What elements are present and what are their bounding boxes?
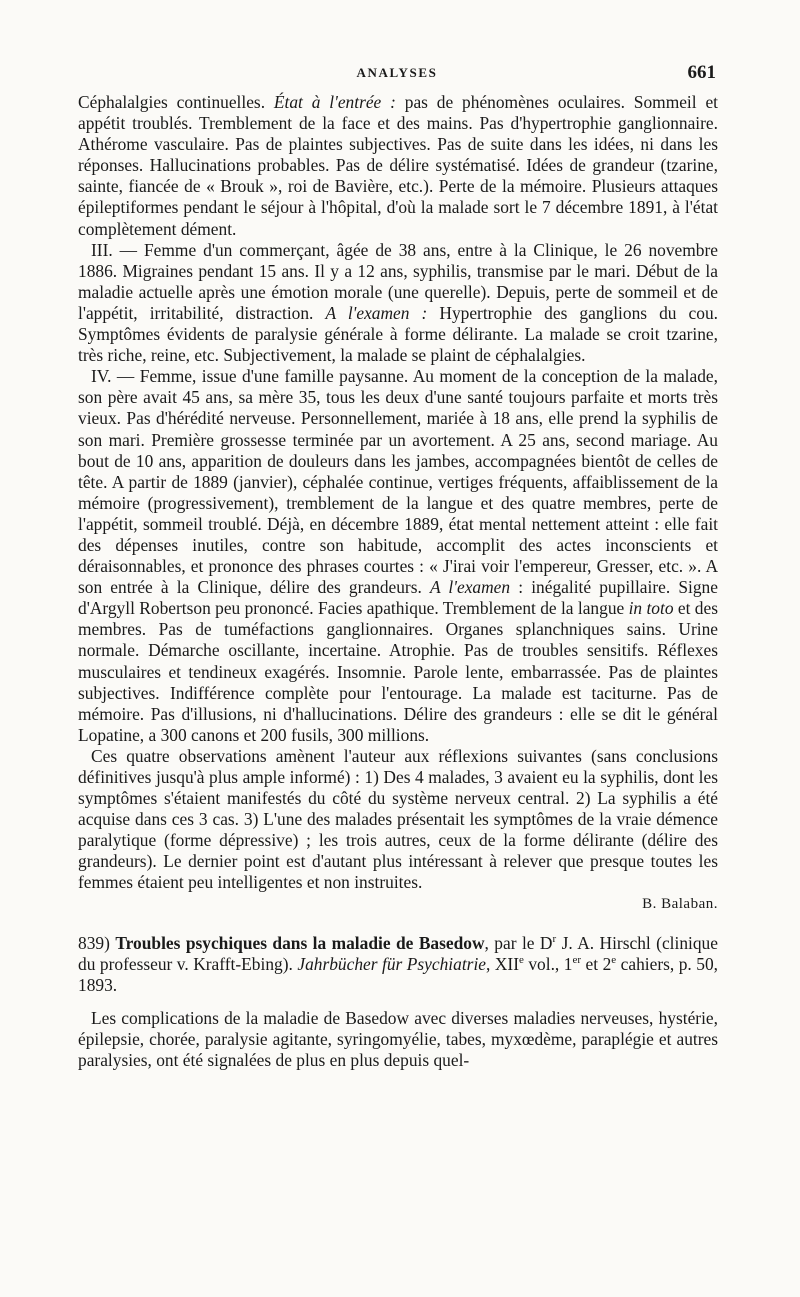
author-signature: B. Balaban.: [642, 895, 718, 912]
page-number: 661: [687, 62, 716, 83]
text-run: Céphalalgies continuelles.: [78, 92, 274, 112]
section-gap: [78, 915, 718, 933]
article-number: 839): [78, 932, 116, 953]
text-run: vol., 1: [523, 953, 573, 974]
italic-text: in toto: [628, 598, 674, 619]
text-run: et des membres. Pas de tuméfactions ganglionnaires. Organes splanchniques sains. Urine normale. Démarche oscillante, incertaine. Atrophie. Pas de troubles sensitifs. Réflexes musculaires et tendineux exagérés. Insomnie. Parole lente, embarrassée. Pas de plaintes subjectives. Indifférence complète pour l'entourage. La malade est taciturne. Pas de mémoire. Pas d'illusions, ni d'hallucinations. Délire des grandeurs : elle se dit le général Lopatine, a 300 canons et 200 fusils, 300 millions.: [78, 598, 718, 745]
superscript: er: [572, 953, 582, 966]
superscript: e: [611, 953, 617, 966]
italic-text: État à l'entrée :: [273, 92, 396, 112]
body-text: [78, 92, 718, 1071]
text-run: (clinique du professeur v. Krafft-Ebing).: [78, 932, 718, 974]
text-run: et 2: [581, 953, 612, 974]
article-heading: [78, 933, 718, 996]
italic-text: A l'examen: [429, 577, 511, 598]
text-run: III. — Femme d'un commerçant, âgée de 38 ans, entre à la Clinique, le 26 novembre 1886. Migraines pendant 15 ans. Il y a 12 ans, syphilis, transmise par le mari. Début de la maladie actuelle après une émotion morale (une querelle). Depuis, perte de sommeil et de l'appétit, irritabilité, distraction.: [78, 239, 718, 323]
paragraph-case-summary: [78, 92, 718, 240]
running-head: [78, 62, 716, 84]
text-run: IV. — Femme, issue d'une famille paysanne. Au moment de la conception de la malade, son père avait 45 ans, sa mère 35, tous les deux d'une santé toujours parfaite et morts très vieux. Pas d'hérédité nerveuse. Personnellement, mariée à 18 ans, elle prend la syphilis de son mari. Première grossesse terminée par un avortement. A 25 ans, second mariage. Au bout de 10 ans, apparition de douleurs dans les jambes, accompagnées bientôt de celles de tête. A partir de 1889 (janvier), céphalée continue, vertiges fréquents, affaiblissement de la mémoire (progressivement), tremblement de la langue et des quatre membres, perte de l'appétit, sommeil troublé. Déjà, en décembre 1889, état mental nettement atteint : elle fait des dépenses inutiles, contre son habitude, accomplit des actes inconscients et déraisonnables, et prononce des phrases courtes : « J'irai voir l'empereur, Gresser, etc. ». A son entrée à la Clinique, délire des grandeurs.: [78, 366, 718, 598]
journal-name: Jahrbücher für Psychiatrie: [297, 953, 486, 974]
text-run: , XII: [486, 953, 519, 974]
article-title: Troubles psychiques dans la maladie de Basedow: [115, 932, 485, 953]
paragraph-case-4: [78, 366, 718, 746]
text-run: : inégalité pupillaire. Signe d'Argyll Robertson peu prononcé. Facies apathique. Tremblement de la langue: [78, 577, 718, 619]
text-run: cahiers, p. 50, 1893.: [78, 953, 718, 995]
italic-text: A l'examen :: [325, 302, 428, 323]
paragraph-conclusions: Ces quatre observations amènent l'auteur aux réflexions suivantes (sans conclusions définitives jusqu'à plus ample informé) : 1) Des 4 malades, 3 avaient eu la syphilis, dont les symptômes s'étaient manifestés du côté du système nerveux central. 2) La syphilis a été acquise dans ces 3 cas. 3) L'une des malades présentait les symptômes de la vraie démence paralytique (forme dépressive) ; les trois autres, ceux de la forme délirante (délire des grandeurs). Le dernier point est d'autant plus intéressant à relever que presque toutes les femmes étaient peu intelligentes et non instruites.: [78, 745, 718, 893]
superscript: r: [552, 932, 557, 945]
text-run: pas de phénomènes oculaires. Sommeil et appétit troublés. Tremblement de la face et des mains. Pas d'hypertrophie ganglionnaire. Athérome vasculaire. Pas de plaintes subjectives. Pas de suite dans les idées, ni dans les réponses. Hallucinations probables. Pas de délire systématisé. Idées de grandeur (tzarine, sainte, fiancée de « Brouk », roi de Bavière, etc.). Perte de la mémoire. Plusieurs attaques épileptiformes pendant le séjour à l'hôpital, d'où la malade sort le 7 décembre 1891, à l'état complètement dément.: [78, 92, 718, 239]
paragraph-case-3: [78, 240, 718, 367]
running-title: ANALYSES: [356, 65, 438, 80]
text-run: Hypertrophie des ganglions du cou. Symptômes évidents de paralysie générale à forme délirante. La malade se croit tzarine, très riche, reine, etc. Subjectivement, la malade se plaint de céphalalgies.: [78, 302, 718, 366]
text-run: , par le D: [484, 932, 553, 953]
article-author: J. A. Hirschl: [556, 932, 651, 953]
section-gap: [78, 996, 718, 1008]
paragraph-article-body: Les complications de la maladie de Basedow avec diverses maladies nerveuses, hystérie, épilepsie, chorée, paralysie agitante, syringomyélie, tabes, myxœdème, paraplégie et autres paralysies, ont été signalées de plus en plus depuis quel-: [78, 1007, 718, 1071]
superscript: e: [518, 953, 524, 966]
